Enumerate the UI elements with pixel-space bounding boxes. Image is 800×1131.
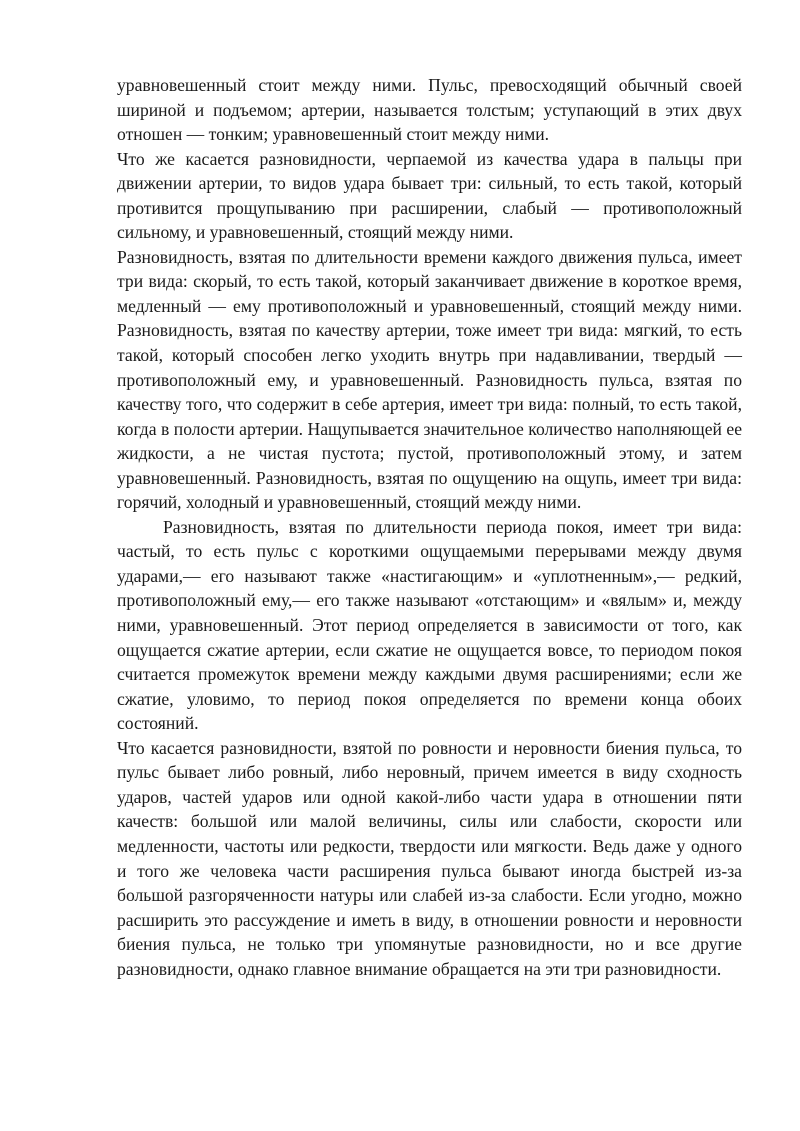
document-page [117,73,742,981]
paragraph-2: Что же касается разновидности, черпаемой из качества удара в пальцы при движении артерии, то видов удара бывает три: сильный, то есть такой, который противится прощупыванию при расширении, слабый — противоположный сильному, и уравновешенный, стоящий между ними. [117,148,742,243]
paragraph-3: Разновидность, взятая по длительности времени каждого движения пульса, имеет три вида: скорый, то есть такой, который заканчивает движение в короткое время, медленный — ему противоположный и уравновешенный, стоящий между ними. Разновидность, взятая по качеству артерии, тоже имеет три вида: мягкий, то есть такой, который способен легко уходить внутрь при надавливании, твердый — противоположный ему, и уравновешенный. Разновидность пульса, взятая по качеству того, что содержит в себе артерия, имеет три вида: полный, то есть такой, когда в полости артерии. Нащупывается значительное количество наполняющей ее жидкости, а не чистая пустота; пустой, противоположный этому, и затем уравновешенный. Разновидность, взятая по ощущению на ощупь, имеет три вида: горячий, холодный и уравновешенный, стоящий между ними. [117,246,742,513]
paragraph-4: Разновидность, взятая по длительности периода покоя, имеет три вида: частый, то есть пульс с короткими ощущаемыми перерывами между двумя ударами,— его называют также «настигающим» и «уплотненным»,— редкий, противоположный ему,— его также называют «отстающим» и «вялым» и, между ними, уравновешенный. Этот период определяется в зависимости от того, как ощущается сжатие артерии, если сжатие не ощущается вовсе, то периодом покоя считается промежуток времени между каждыми двумя расширениями; если же сжатие, уловимо, то период покоя определяется по времени конца обоих состояний. [117,516,742,734]
paragraph-5: Что касается разновидности, взятой по ровности и неровности биения пульса, то пульс бывает либо ровный, либо неровный, причем имеется в виду сходность ударов, частей ударов или одной какой-либо части удара в отношении пяти качеств: большой или малой величины, силы или слабости, скорости или медленности, частоты или редкости, твердости или мягкости. Ведь даже у одного и того же человека части расширения пульса бывают иногда быстрей из-за большой разгоряченности натуры или слабей из-за слабости. Если угодно, можно расширить это рассуждение и иметь в виду, в отношении ровности и неровности биения пульса, не только три упомянутые разновидности, но и все другие разновидности, однако главное внимание обращается на эти три разновидности. [117,737,742,979]
paragraph-1: уравновешенный стоит между ними. Пульс, превосходящий обычный своей шириной и подъемом; артерии, называется толстым; уступающий в этих двух отношен — тонким; уравновешенный стоит между ними. [117,75,742,145]
